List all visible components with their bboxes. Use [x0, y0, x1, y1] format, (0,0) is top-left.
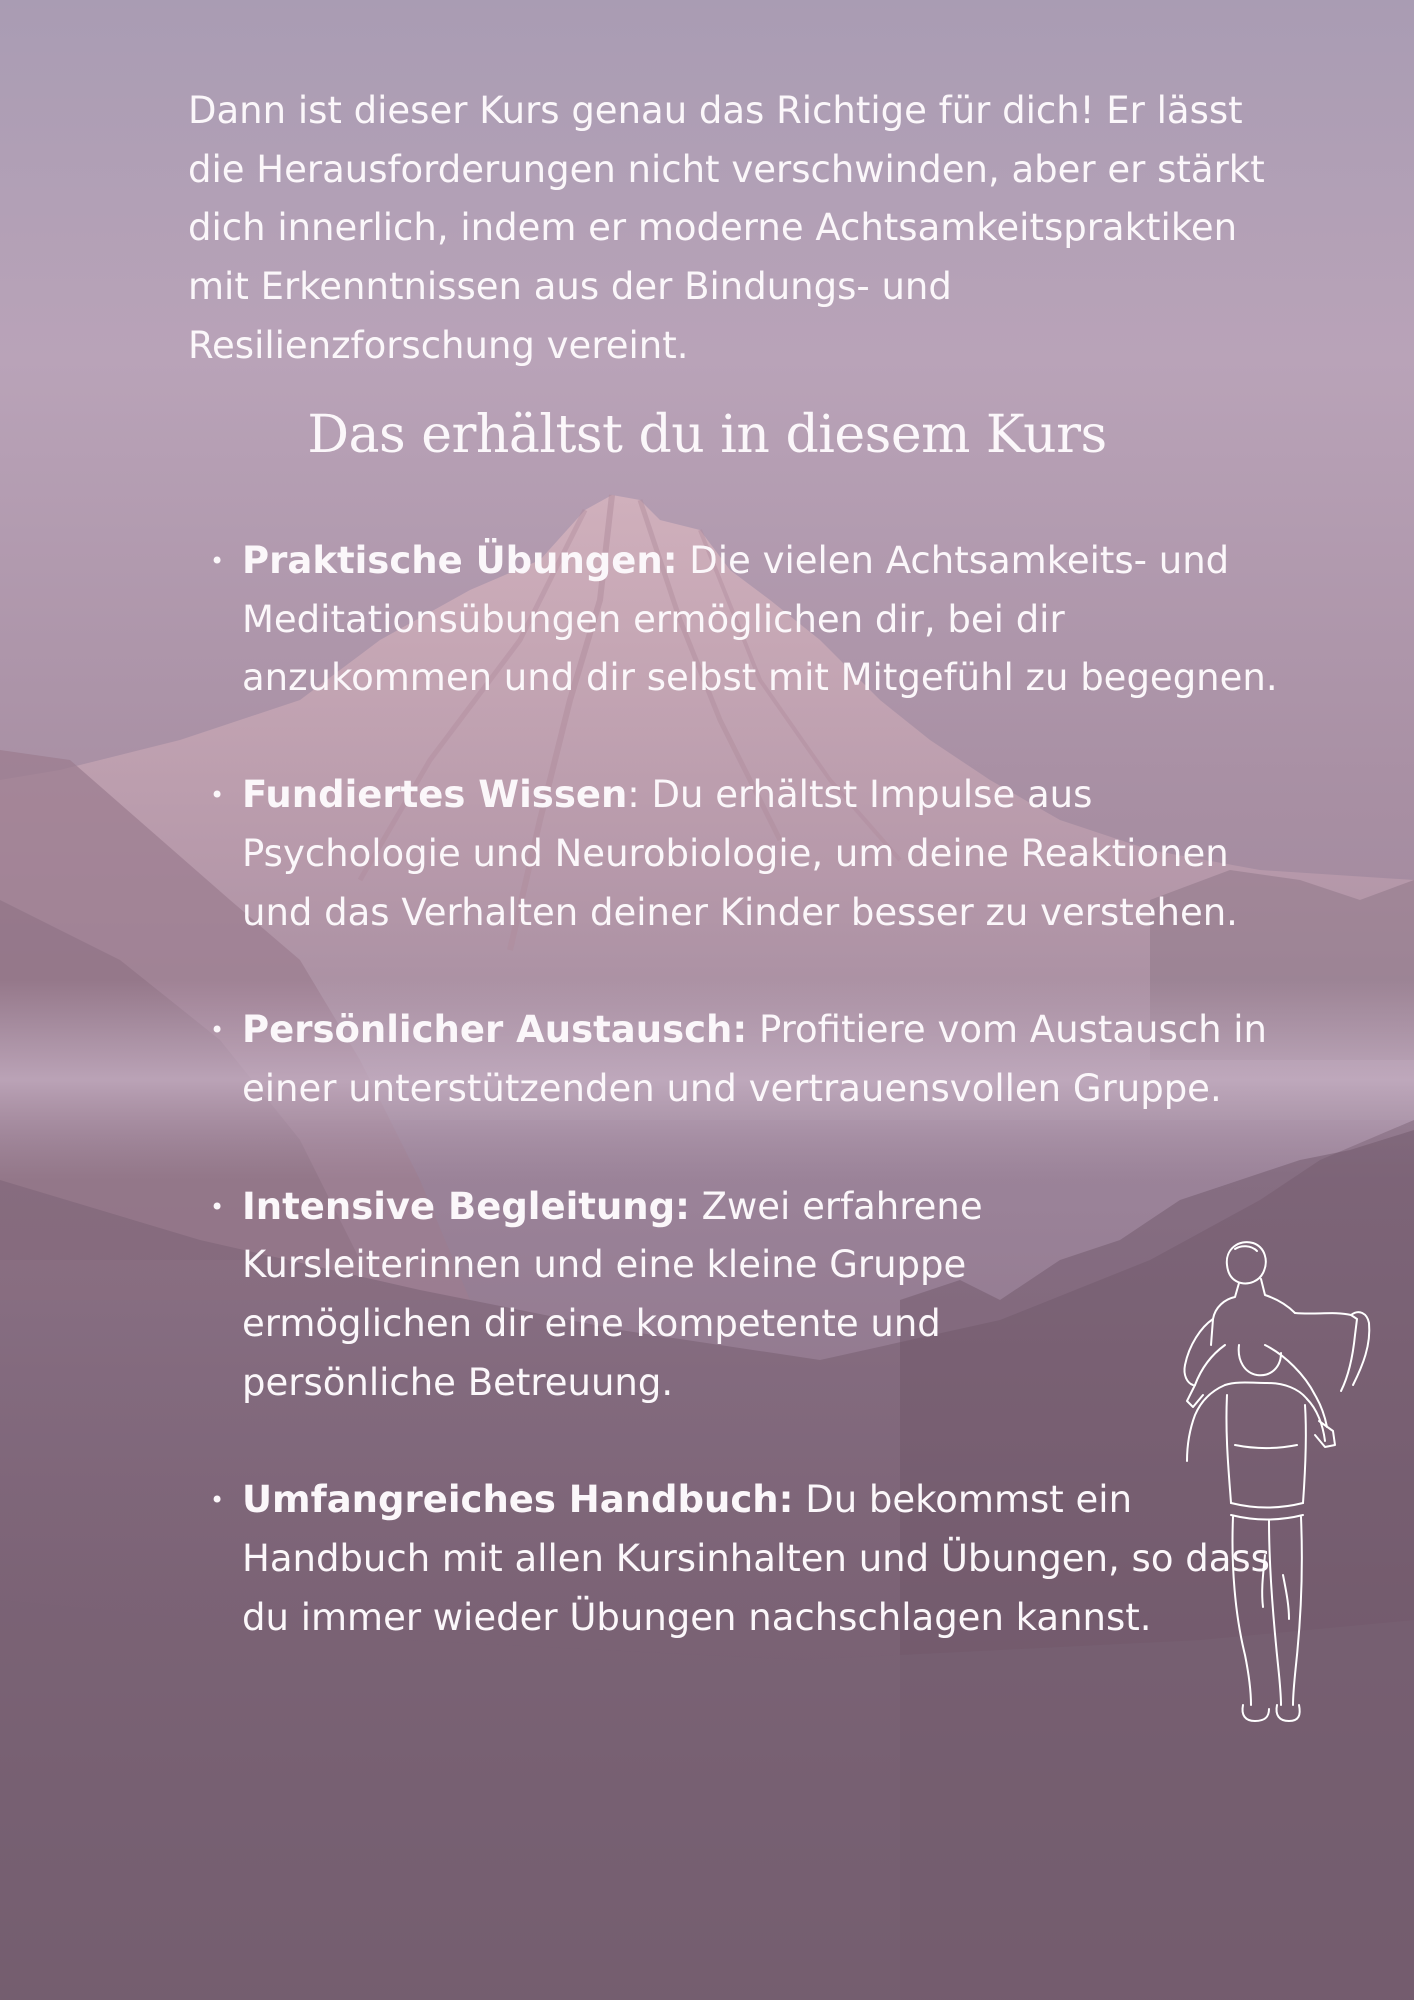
bullet-icon: •	[210, 547, 225, 575]
parent-carrying-child-icon	[1165, 1235, 1375, 1735]
intro-paragraph: Dann ist dieser Kurs genau das Richtige für dich! Er lässt die Herausforderungen nicht verschwinden, aber er stärkt dich innerlich, indem er moderne Achtsamkeitspraktiken mit Erkenntnissen aus der Bindungs- und Resilienzforschung vereint.	[188, 89, 1265, 367]
feature-list	[210, 532, 1290, 1648]
feature-title: Umfangreiches Handbuch:	[242, 1478, 794, 1522]
feature-item-umfangreiches-handbuch	[210, 1471, 1290, 1647]
bullet-icon: •	[210, 1192, 225, 1221]
feature-item-persoenlicher-austausch	[210, 1001, 1290, 1118]
feature-item-praktische-uebungen	[210, 532, 1290, 708]
bullet-icon: •	[210, 1016, 225, 1045]
feature-text: Zwei erfahrene Kursleiterinnen und eine kleine Gruppe ermöglichen dir eine kompetente und persönliche Betreuung.	[242, 1184, 983, 1404]
feature-title: Fundiertes Wissen	[242, 773, 628, 817]
feature-title: Persönlicher Austausch:	[242, 1008, 748, 1052]
feature-text: Profitiere vom Austausch in einer unterstützenden und vertrauensvollen Gruppe.	[242, 1008, 1268, 1110]
feature-title: Praktische Übungen:	[242, 539, 678, 582]
feature-item-intensive-begleitung	[210, 1178, 1062, 1413]
section-heading: Das erhältst du in diesem Kurs	[307, 405, 1107, 465]
bullet-icon: •	[210, 781, 225, 810]
feature-item-fundiertes-wissen	[210, 766, 1290, 942]
feature-text: Du bekommst ein Handbuch mit allen Kursinhalten und Übungen, so dass du immer wieder Übungen nachschlagen kannst.	[242, 1478, 1270, 1639]
feature-text: : Du erhältst Impulse aus Psychologie und Neurobiologie, um deine Reaktionen und das Verhalten deiner Kinder besser zu verstehen.	[242, 773, 1238, 934]
feature-text: Die vielen Achtsamkeits- und Meditationsübungen ermöglichen dir, bei dir anzukommen und dir selbst mit Mitgefühl zu begegnen.	[242, 539, 1278, 700]
feature-title: Intensive Begleitung:	[242, 1184, 690, 1228]
bullet-icon: •	[210, 1486, 225, 1515]
